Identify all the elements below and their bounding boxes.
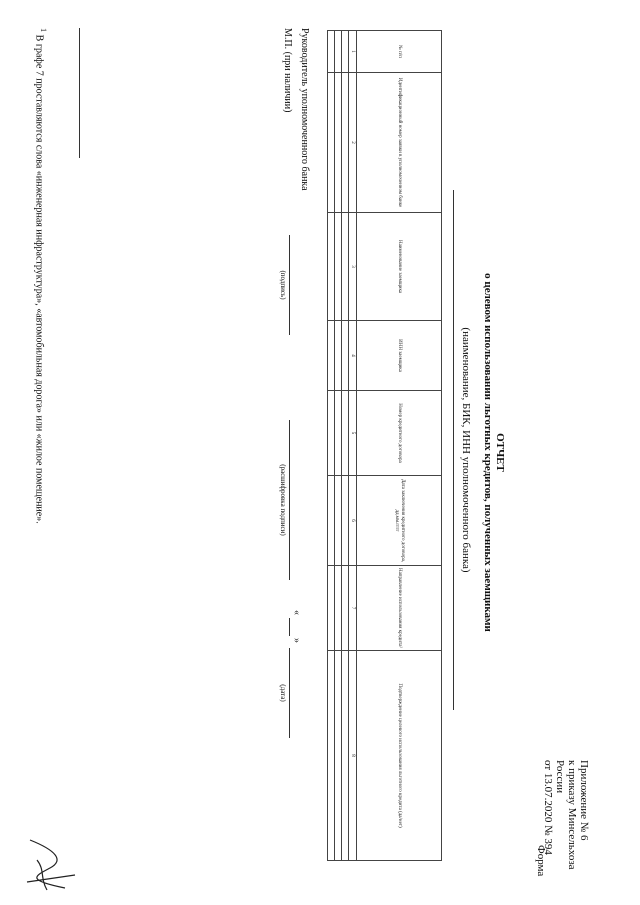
mp-label: М.П. (при наличии) [282, 28, 293, 113]
appendix-block [542, 760, 590, 905]
form-label: Форма [535, 845, 547, 877]
table-cell [342, 31, 349, 73]
report-table [327, 30, 442, 861]
column-header: Подтверждение целевого использования льготного кредита (да/нет) [357, 651, 442, 861]
appendix-line-2: к приказу Минсельхоза России [554, 760, 578, 870]
table-cell [328, 391, 335, 476]
table-cell [328, 213, 335, 321]
table-cell [342, 651, 349, 861]
table-cell [335, 651, 342, 861]
column-number: 2 [349, 73, 357, 213]
table-cell [328, 651, 335, 861]
table-row [328, 31, 335, 861]
name-caption: (расшифровка подписи) [279, 464, 287, 536]
column-header: ИНН заемщика [357, 321, 442, 391]
date-quote-open: « [291, 610, 302, 615]
name-line [289, 420, 290, 580]
column-header: № п/п [357, 31, 442, 73]
table-cell [335, 31, 342, 73]
column-number: 7 [349, 566, 357, 651]
footnote-text: В графе 7 проставляются слова «инженерная инфраструктура», «автомобильная дорога» или «жилое помещение». [33, 34, 45, 524]
day-line [289, 618, 290, 636]
table-cell [335, 476, 342, 566]
table-row [335, 31, 342, 861]
column-number: 3 [349, 213, 357, 321]
table-cell [335, 321, 342, 391]
column-number: 6 [349, 476, 357, 566]
date-quote-close: » [291, 638, 302, 643]
table-cell [342, 213, 349, 321]
signature-line [289, 235, 290, 335]
table-cell [328, 476, 335, 566]
table-cell [335, 213, 342, 321]
column-header: Идентификационный номер заявки в уполномоченном банке [357, 73, 442, 213]
appendix-line-3: от 13.07.2020 № 394 [542, 760, 554, 855]
table-row [342, 31, 349, 861]
table-cell [328, 73, 335, 213]
footnote-separator [79, 28, 80, 158]
table-cell [342, 73, 349, 213]
table-cell [342, 566, 349, 651]
table-cell [335, 391, 342, 476]
head-label: Руководитель уполномоченного банка [299, 28, 310, 191]
month-line [289, 648, 290, 738]
column-number: 1 [349, 31, 357, 73]
table-cell [328, 31, 335, 73]
date-caption: (дата) [279, 684, 287, 702]
column-header: Дата заключения кредитного договора, дд.мм.гггг [357, 476, 442, 566]
column-number: 8 [349, 651, 357, 861]
appendix-line-1: Приложение № 6 [578, 760, 590, 841]
footnote-mark: 1 [39, 28, 48, 33]
column-number: 5 [349, 391, 357, 476]
table-number-row [349, 31, 357, 861]
table-cell [328, 566, 335, 651]
footnote [34, 28, 48, 524]
table-cell [342, 391, 349, 476]
table-cell [335, 73, 342, 213]
table-cell [342, 321, 349, 391]
column-number: 4 [349, 321, 357, 391]
signature-caption: (подпись) [279, 270, 287, 300]
column-header: Номер кредитного договора [357, 391, 442, 476]
table-header-row [357, 31, 442, 861]
report-subtitle: о целевом использовании льготных кредитов, полученных заемщиками [482, 273, 494, 632]
report-title: ОТЧЕТ [494, 433, 506, 472]
column-header: Наименование заемщика [357, 213, 442, 321]
column-header: Направление использования кредита¹ [357, 566, 442, 651]
bank-caption: (наименование, БИК, ИНН уполномоченного банка) [460, 327, 472, 573]
handwritten-signature [15, 830, 85, 900]
table-cell [342, 476, 349, 566]
table-cell [328, 321, 335, 391]
bank-name-line [453, 190, 454, 710]
table-cell [335, 566, 342, 651]
